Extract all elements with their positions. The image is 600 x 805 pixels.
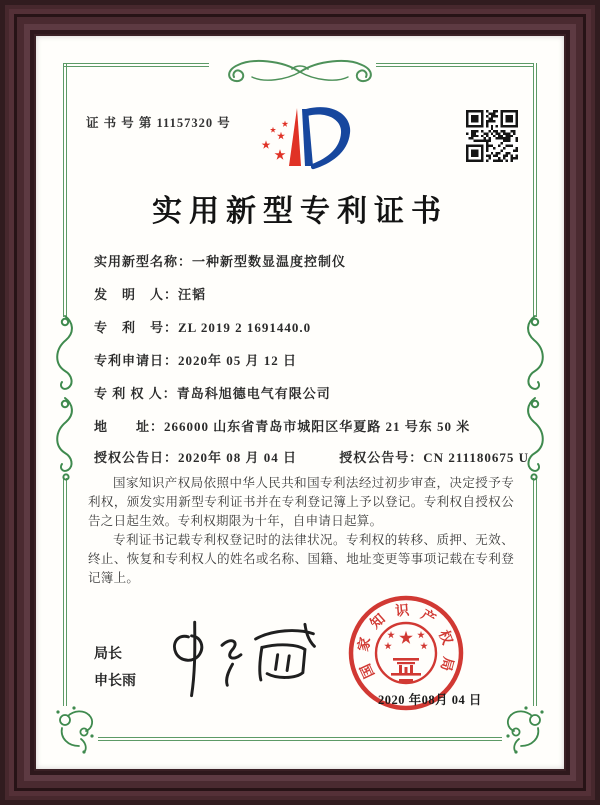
legal-text [88,474,514,588]
field-value: 266000 山东省青岛市城阳区华夏路 21 号东 50 米 [164,419,471,434]
field-value: ZL 2019 2 1691440.0 [178,320,312,335]
field-value: CN 211180675 U [423,450,530,465]
field-value: 青岛科旭德电气有限公司 [176,386,331,401]
cnipa-logo-icon [256,100,356,178]
field-label: 专 利 号： [94,320,179,335]
field-label: 授权公告号： [339,450,424,465]
field-label: 专 利 权 人： [94,386,177,401]
scroll-ornament-left-icon [51,312,79,482]
field-label: 发 明 人： [94,287,179,302]
field-value: 汪韬 [178,287,207,302]
legal-paragraph-1: 国家知识产权局依照中华人民共和国专利法经过初步审查，决定授予专利权，颁发实用新型专利证书并在专利登记簿上予以登记。专利权自授权公告之日起生效。专利权期限为十年，自申请日起算。 [88,476,514,528]
svg-text:国: 国 [358,660,379,681]
field-row-filing-date [94,351,536,371]
field-row-patentee [94,384,536,404]
green-border-top-right [376,63,534,67]
certificate-fields [94,252,536,481]
svg-text:知: 知 [368,611,389,633]
svg-text:产: 产 [417,607,438,628]
green-border-right-lower [533,478,537,706]
legal-paragraph-2: 专利证书记载专利权登记时的法律状况。专利权的转移、质押、无效、终止、恢复和专利权人的姓名或名称、国籍、地址变更等事项记载在专利登记簿上。 [88,533,514,585]
svg-text:局: 局 [437,655,456,673]
director-block [94,640,136,694]
field-label: 专利申请日： [94,353,179,368]
seal-issue-date: 2020 年08月 04 日 [378,693,482,707]
certificate-title: 实用新型专利证书 [152,195,448,228]
field-label: 地 址： [94,419,165,434]
svg-text:家: 家 [356,636,375,653]
national-emblem-icon [376,623,436,683]
green-border-bottom [98,737,502,741]
svg-text:权: 权 [434,628,455,647]
certificate-number: 证 书 号 第 11157320 号 [86,116,231,130]
field-label: 实用新型名称： [94,254,193,269]
director-title: 局长 [94,645,122,661]
field-row-grant [94,448,536,468]
corner-ornament-right-icon [504,706,546,754]
flourish-top-icon [216,56,384,88]
field-value: 2020年 08 月 04 日 [178,450,298,465]
svg-text:识: 识 [394,603,410,620]
green-border-left-lower [63,478,67,706]
field-row-inventor [94,285,536,305]
field-value: 2020年 05 月 12 日 [178,353,298,368]
green-border-top-left [63,63,209,67]
director-name: 申长雨 [94,672,136,688]
director-signature-icon [158,618,328,702]
qr-code-icon [466,110,518,162]
field-label: 授权公告日： [94,450,179,465]
corner-ornament-left-icon [54,706,96,754]
field-row-invention-name [94,252,536,272]
field-value: 一种新型数显温度控制仪 [192,254,347,269]
field-row-address [94,417,536,437]
field-row-patent-number [94,318,536,338]
